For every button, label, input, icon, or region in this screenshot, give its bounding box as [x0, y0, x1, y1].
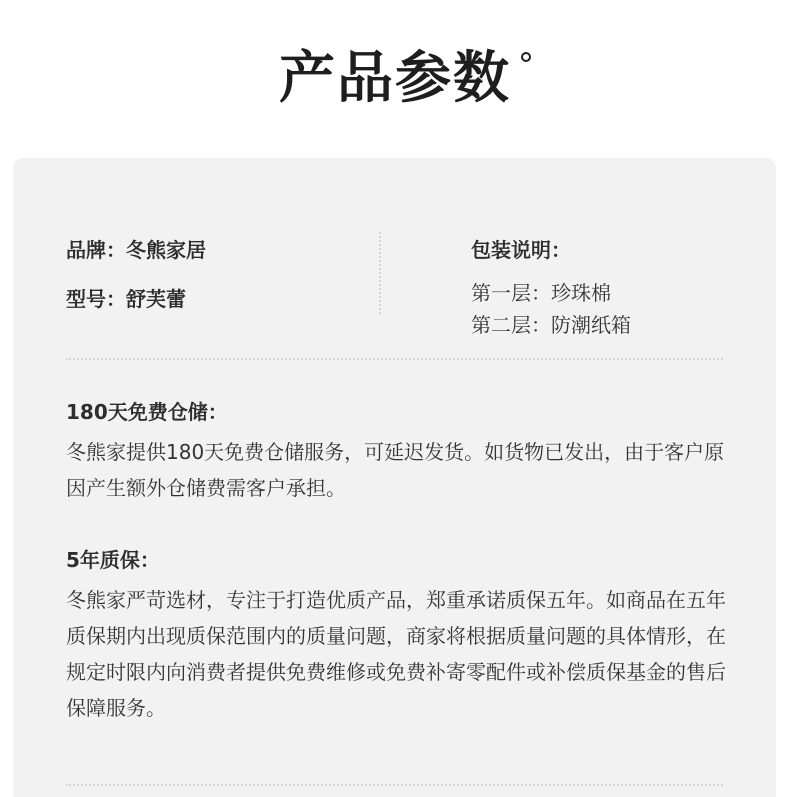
packaging-layer-2: 第二层：防潮纸箱	[471, 313, 631, 337]
title-area	[0, 44, 790, 114]
page-title-text: 产品参数	[279, 46, 511, 111]
storage-heading: 180天免费仓储：	[66, 400, 228, 424]
spec-card	[13, 158, 776, 797]
model-row: 型号：舒芙蕾	[66, 287, 186, 311]
packaging-column	[471, 232, 751, 341]
packaging-layer-1: 第一层：珍珠棉	[471, 281, 611, 305]
packaging-title: 包装说明：	[471, 238, 571, 262]
warranty-section	[66, 542, 726, 726]
page-title	[279, 44, 511, 114]
storage-body: 冬熊家提供180天免费仓储服务，可延迟发货。如货物已发出，由于客户原因产生额外仓储费需客户承担。	[66, 440, 725, 500]
warranty-body: 冬熊家严苛选材，专注于打造优质产品，郑重承诺质保五年。如商品在五年质保期内出现质保范围内的质量问题，商家将根据质量问题的具体情形，在规定时限内向消费者提供免费维修或免费补寄零配件或补偿质保基金的售后保障服务。	[66, 588, 726, 720]
storage-section	[66, 394, 726, 506]
vertical-divider	[379, 232, 381, 314]
warranty-heading: 5年质保：	[66, 548, 160, 572]
spec-basic-column	[66, 232, 366, 330]
brand-row: 品牌：冬熊家居	[66, 238, 206, 262]
section-divider-bottom	[66, 784, 723, 786]
degree-mark-icon	[521, 52, 531, 62]
section-divider-top	[66, 358, 723, 360]
